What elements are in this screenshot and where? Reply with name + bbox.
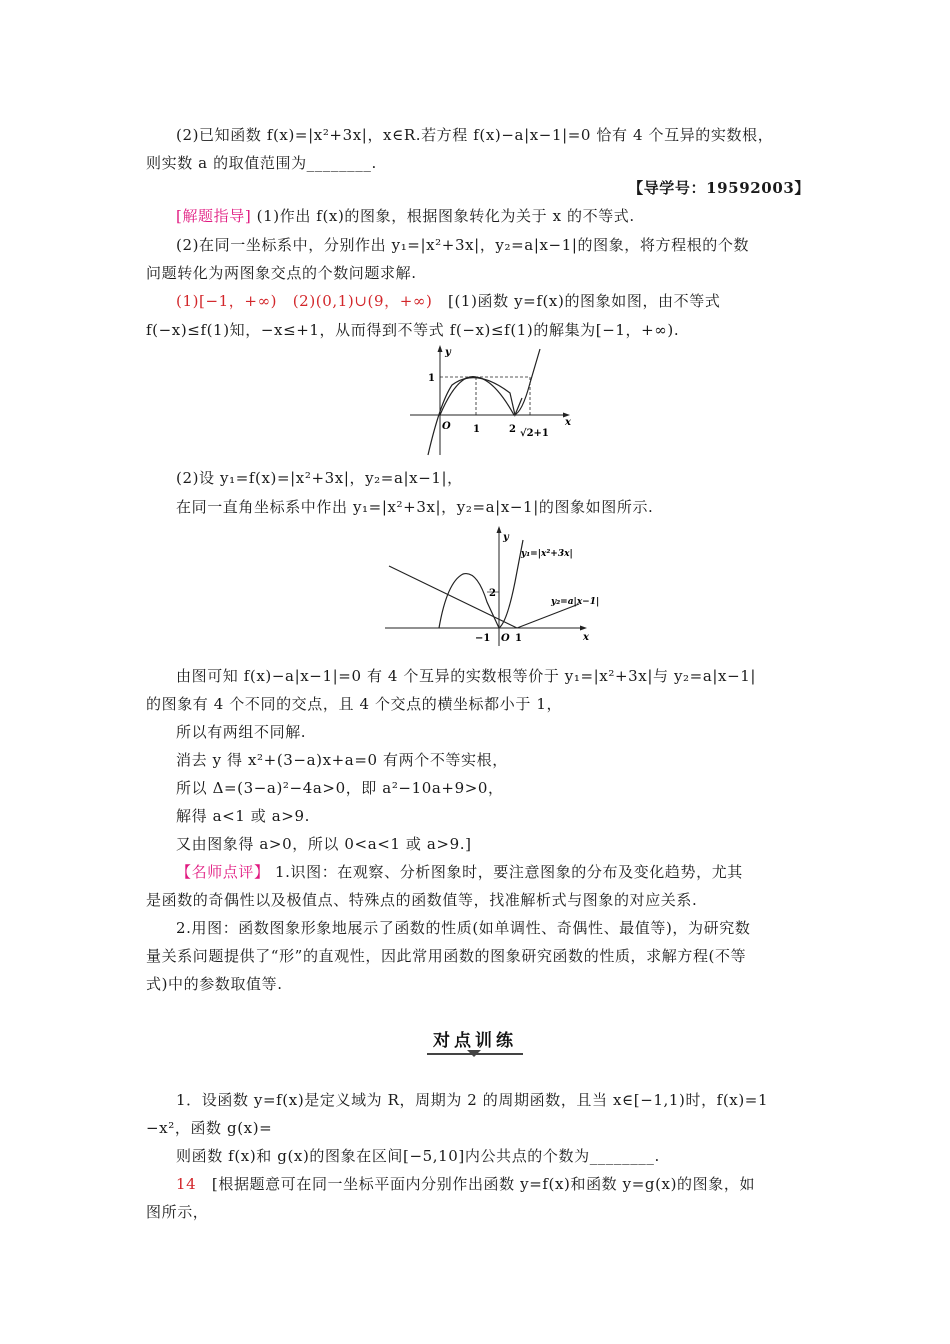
answer-values: (1)[−1，+∞) (2)(0,1)∪(9，+∞) bbox=[176, 292, 433, 310]
exercise1-line4 bbox=[176, 1174, 840, 1194]
solution2b-line4: 消去 y 得 x²+(3−a)x+a=0 有两个不等实根， bbox=[176, 751, 508, 769]
answer-text1: [(1)函数 y=f(x)的图象如图，由不等式 bbox=[432, 292, 721, 310]
comment-line5: 式)中的参数取值等. bbox=[146, 975, 283, 993]
f2-label-y2: y₂=a|x−1| bbox=[551, 597, 600, 607]
f2-tick-x1: 1 bbox=[515, 633, 522, 644]
answer-line1 bbox=[176, 291, 840, 311]
f2-y-arrow bbox=[497, 526, 502, 533]
answer-line2: f(−x)≤f(1)知，−x≤+1，从而得到不等式 f(−x)≤f(1)的解集为[−1，+∞). bbox=[146, 321, 680, 339]
comment-p1a: 1.识图：在观察、分析图象时，要注意图象的分布及变化趋势，尤其 bbox=[269, 863, 743, 881]
section-marker-icon bbox=[467, 1050, 481, 1057]
solution2b-line1: 由图可知 f(x)−a|x−1|=0 有 4 个互异的实数根等价于 y₁=|x²+3x|与 y₂=a|x−1| bbox=[176, 667, 757, 685]
f2-x-arrow bbox=[580, 626, 587, 631]
f2-y1-curve bbox=[439, 540, 523, 628]
f1-y-label: y bbox=[445, 347, 451, 358]
solution2b-line3: 所以有两组不同解. bbox=[176, 723, 307, 741]
comment-tag: 【名师点评】 bbox=[176, 863, 270, 881]
guide-number: 【导学号：19592003】 bbox=[628, 179, 810, 197]
f2-tick-xm1: −1 bbox=[475, 633, 491, 644]
exercise1-answer: 14 bbox=[176, 1175, 197, 1193]
f1-tick-y1: 1 bbox=[428, 373, 435, 384]
f1-curve bbox=[440, 349, 540, 415]
solution2-line1: (2)设 y₁=f(x)=|x²+3x|，y₂=a|x−1|， bbox=[176, 469, 463, 487]
solution2b-line7: 又由图象得 a>0，所以 0<a<1 或 a>9.] bbox=[176, 835, 472, 853]
f1-tick-x1: 1 bbox=[473, 424, 480, 435]
f2-y2-left bbox=[389, 566, 517, 628]
hint-line3: 问题转化为两图象交点的个数问题求解. bbox=[146, 264, 417, 282]
f2-y-label: y bbox=[503, 532, 509, 543]
solution2-line2: 在同一直角坐标系中作出 y₁=|x²+3x|，y₂=a|x−1|的图象如图所示. bbox=[176, 498, 654, 516]
f2-origin: O bbox=[501, 633, 510, 644]
exercise1-line2: −x²，函数 g(x)= bbox=[146, 1119, 273, 1137]
problem2-line2: 则实数 a 的取值范围为________. bbox=[146, 154, 377, 172]
f1-tick-x2: 2 bbox=[509, 424, 516, 435]
f2-tick-y2: 2 bbox=[489, 588, 496, 599]
f1-x-label: x bbox=[565, 417, 571, 428]
comment-line1 bbox=[176, 862, 840, 882]
solution2b-line2: 的图象有 4 个不同的交点，且 4 个交点的横坐标都小于 1， bbox=[146, 695, 563, 713]
f1-tick-x3: √2+1 bbox=[520, 428, 549, 439]
comment-line3: 2.用图：函数图象形象地展示了函数的性质(如单调性、奇偶性、最值等)，为研究数 bbox=[176, 919, 751, 937]
f1-origin: O bbox=[442, 421, 451, 432]
figure-2 bbox=[383, 522, 603, 647]
hint-line1 bbox=[176, 206, 840, 226]
figure-2-svg bbox=[383, 522, 603, 647]
figure-1 bbox=[410, 343, 580, 458]
exercise1-sol1: [根据题意可在同一坐标平面内分别作出函数 y=f(x)和函数 y=g(x)的图象，如 bbox=[196, 1175, 756, 1193]
problem2-line1: (2)已知函数 f(x)=|x²+3x|，x∈R.若方程 f(x)−a|x−1|=0 恰有 4 个互异的实数根， bbox=[176, 126, 774, 144]
comment-line2: 是函数的奇偶性以及极值点、特殊点的函数值等，找准解析式与图象的对应关系. bbox=[146, 891, 698, 909]
hint-text1: (1)作出 f(x)的图象，根据图象转化为关于 x 的不等式. bbox=[251, 207, 635, 225]
comment-line4: 量关系问题提供了“形”的直观性，因此常用函数的图象研究函数的性质，求解方程(不等 bbox=[146, 947, 747, 965]
solution2b-line6: 解得 a<1 或 a>9. bbox=[176, 807, 310, 825]
f1-y-arrow bbox=[438, 345, 443, 352]
exercise1-line5: 图所示， bbox=[146, 1203, 209, 1221]
f1-curve-a bbox=[428, 378, 522, 455]
solution2b-line5: 所以 Δ=(3−a)²−4a>0，即 a²−10a+9>0， bbox=[176, 779, 504, 797]
exercise1-line3: 则函数 f(x)和 g(x)的图象在区间[−5,10]内公共点的个数为________. bbox=[176, 1147, 660, 1165]
hint-tag: [解题指导] bbox=[176, 207, 252, 225]
section-title: 对点训练 bbox=[427, 1026, 523, 1055]
f2-label-y1: y₁=|x²+3x| bbox=[521, 549, 573, 559]
exercise1-line1: 1．设函数 y=f(x)是定义域为 R，周期为 2 的周期函数，且当 x∈[−1,1)时，f(x)=1 bbox=[176, 1091, 769, 1109]
hint-line2: (2)在同一坐标系中，分别作出 y₁=|x²+3x|，y₂=a|x−1|的图象，将方程根的个数 bbox=[176, 236, 750, 254]
figure-1-svg bbox=[410, 343, 580, 458]
f2-y2-right bbox=[517, 604, 579, 628]
f2-x-label: x bbox=[583, 632, 589, 643]
